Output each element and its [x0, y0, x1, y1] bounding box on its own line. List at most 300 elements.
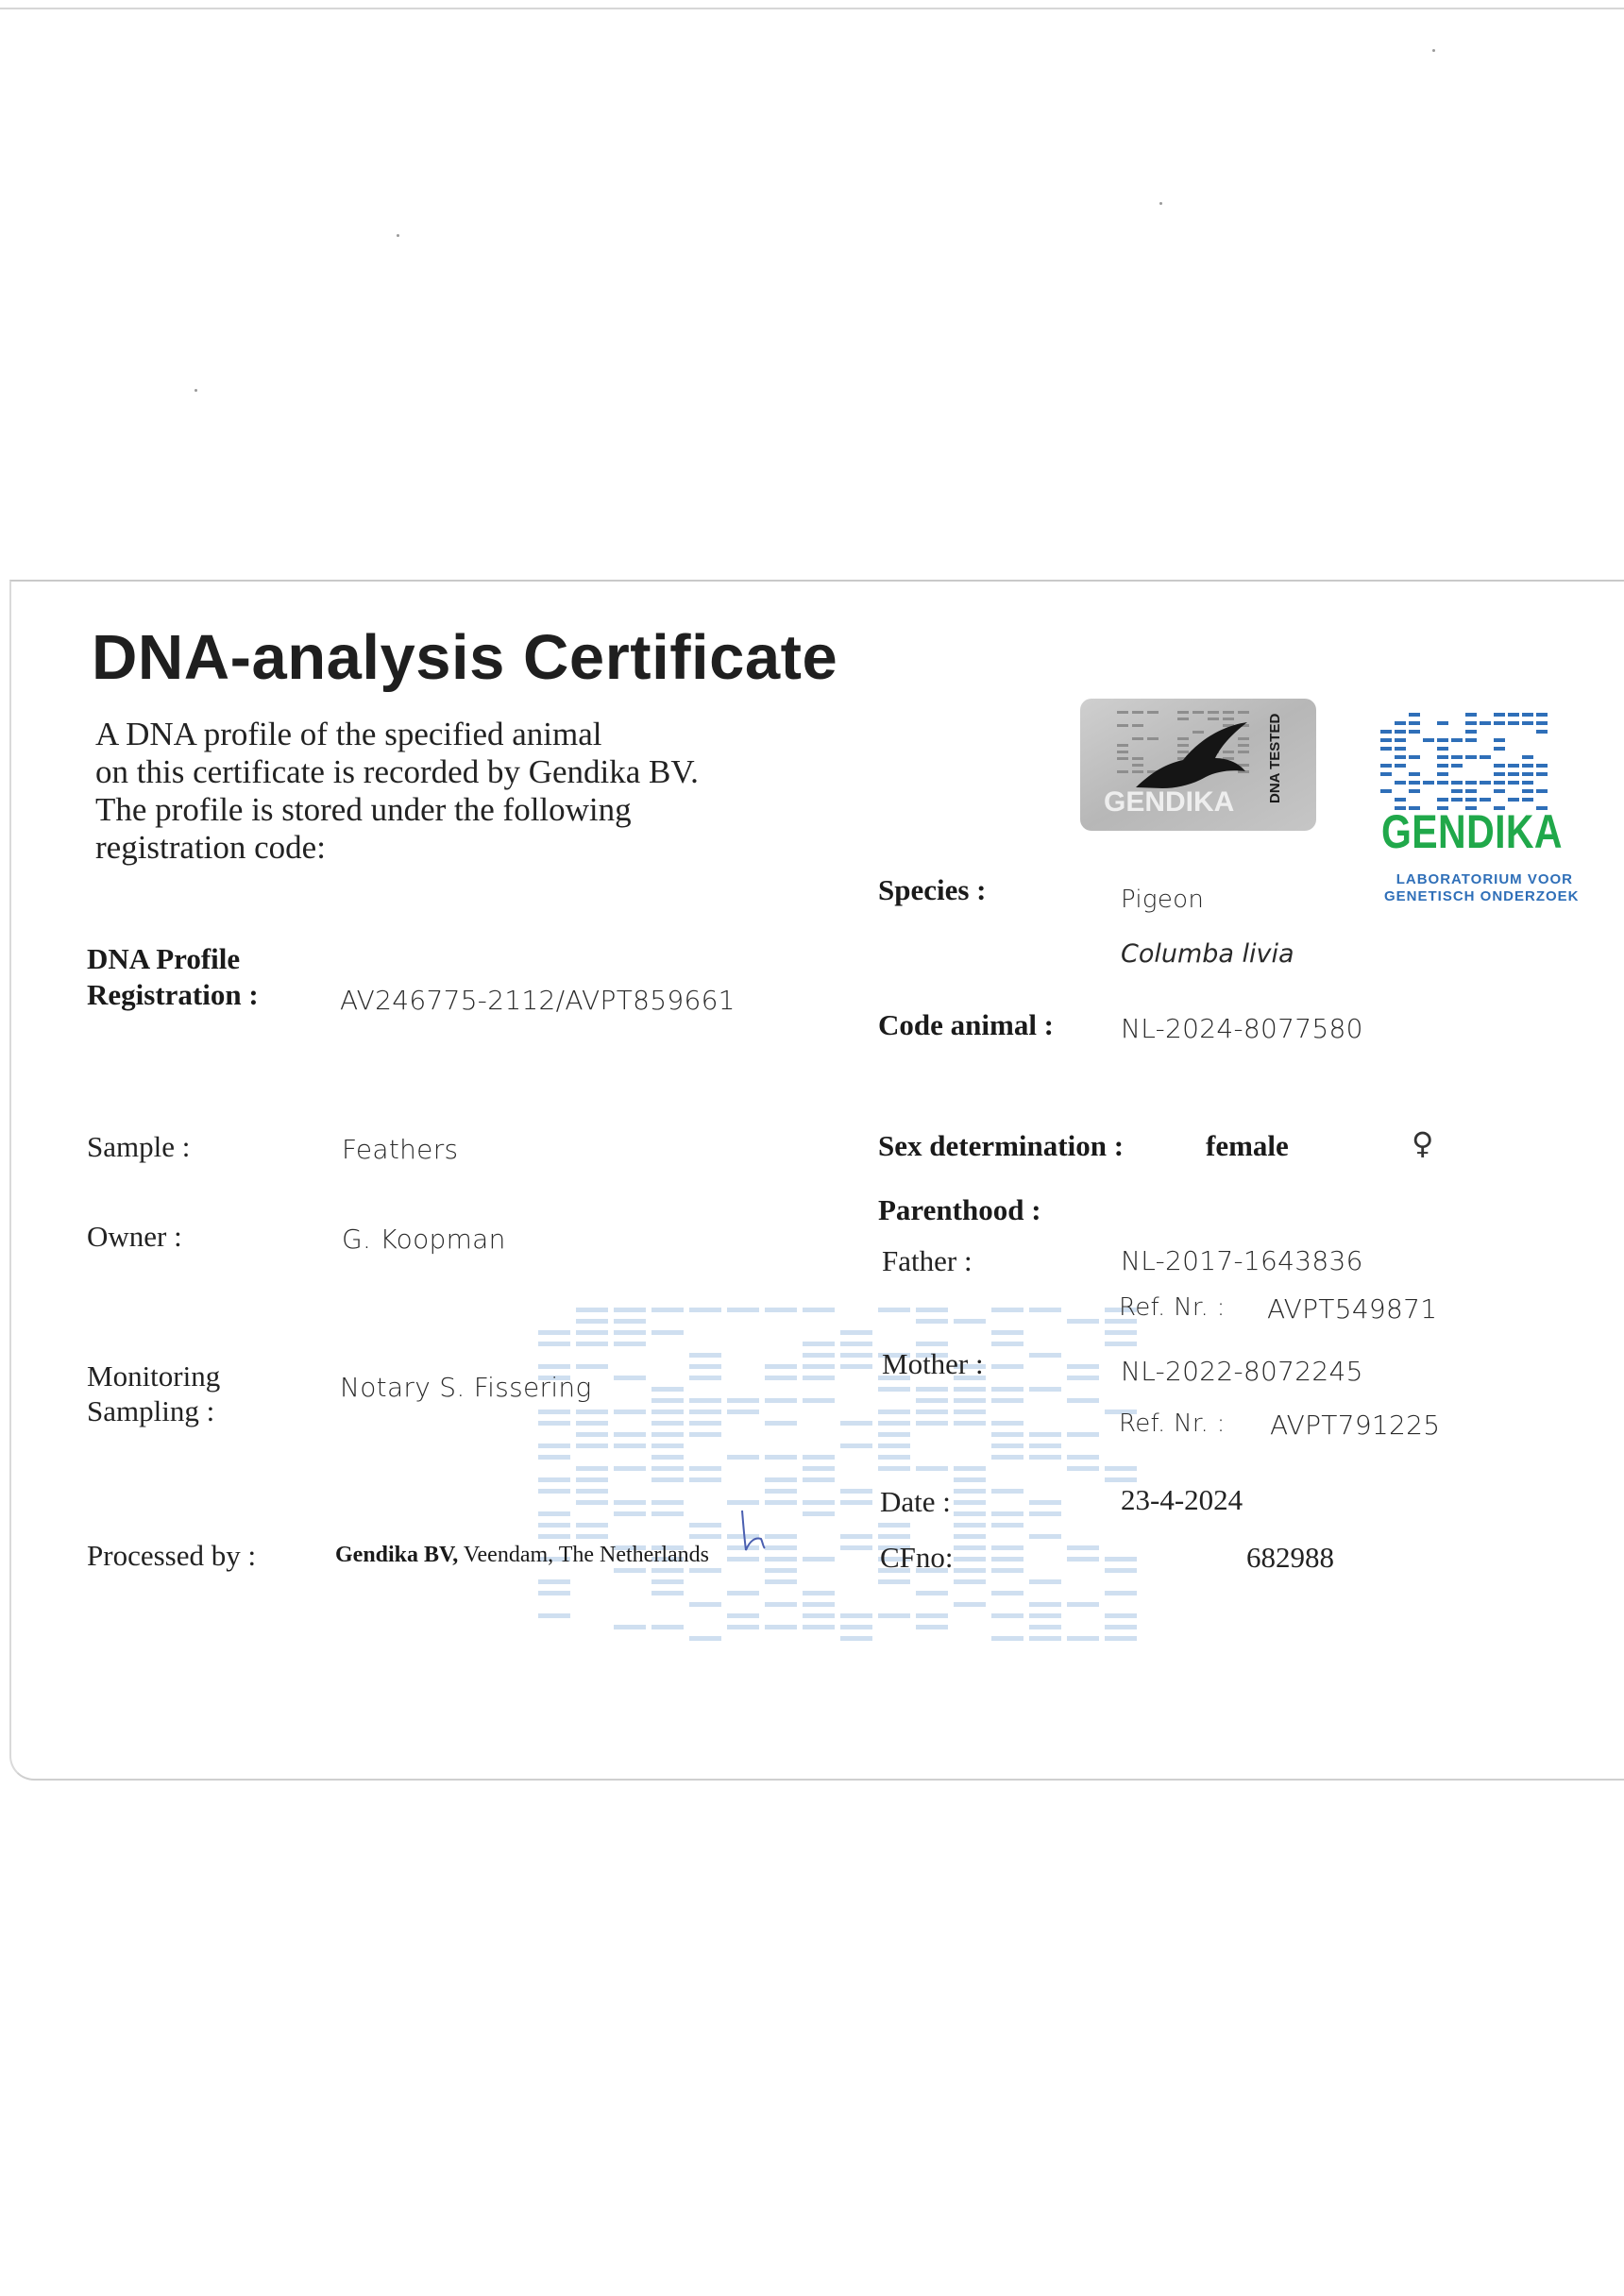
band-mark: [576, 1466, 608, 1471]
band-mark: [1423, 738, 1434, 742]
band-mark: [1238, 744, 1249, 747]
band-mark: [1193, 731, 1204, 734]
band-mark: [991, 1523, 1023, 1528]
band-mark: [1029, 1534, 1061, 1539]
band-mark: [840, 1342, 872, 1346]
band-mark: [840, 1613, 872, 1618]
female-icon: ♀: [1412, 1125, 1434, 1161]
band-mark: [803, 1455, 835, 1460]
processed-label: Processed by :: [87, 1539, 257, 1572]
band-mark: [1105, 1557, 1137, 1562]
band-mark: [576, 1534, 608, 1539]
band-mark: [1117, 711, 1128, 714]
band-mark: [1494, 747, 1505, 751]
band-mark: [727, 1625, 759, 1629]
band-mark: [1029, 1353, 1061, 1358]
band-mark: [1029, 1387, 1061, 1392]
band-mark: [1522, 798, 1533, 802]
code-animal-value: NL-2024-8077580: [1121, 1013, 1363, 1044]
band-mark: [538, 1489, 570, 1494]
band-mark: [954, 1545, 986, 1550]
band-mark: [991, 1613, 1023, 1618]
band-mark: [1437, 798, 1448, 802]
scan-speck: [1432, 49, 1435, 52]
band-mark: [1465, 721, 1477, 725]
band-mark: [803, 1342, 835, 1346]
mother-value: NL-2022-8072245: [1121, 1356, 1363, 1387]
band-mark: [1536, 764, 1548, 768]
band-mark: [1395, 781, 1406, 785]
band-mark: [916, 1613, 948, 1618]
band-mark: [1480, 721, 1491, 725]
badge-brand: GENDIKA: [1104, 786, 1235, 818]
sampling-label: Sampling :: [87, 1394, 215, 1427]
band-mark: [840, 1500, 872, 1505]
logo-subtitle: [1384, 871, 1580, 905]
band-mark: [1451, 781, 1463, 785]
parenthood-label: Parenthood :: [878, 1193, 1041, 1226]
band-mark: [1522, 755, 1533, 759]
band-mark: [1465, 730, 1477, 734]
sex-value: female: [1206, 1129, 1289, 1162]
band-mark: [1067, 1376, 1099, 1380]
band-mark: [1132, 737, 1143, 740]
band-mark: [1480, 798, 1491, 802]
band-mark: [803, 1376, 835, 1380]
band-mark: [614, 1319, 646, 1324]
band-mark: [765, 1500, 797, 1505]
band-mark: [1536, 772, 1548, 776]
band-mark: [1193, 711, 1204, 714]
band-mark: [916, 1625, 948, 1629]
band-mark: [954, 1523, 986, 1528]
band-mark: [765, 1421, 797, 1426]
band-mark: [954, 1421, 986, 1426]
father-ref-value: AVPT549871: [1267, 1293, 1438, 1325]
band-mark: [878, 1421, 910, 1426]
band-mark: [1494, 764, 1505, 768]
band-mark: [878, 1387, 910, 1392]
band-mark: [1067, 1455, 1099, 1460]
band-mark: [1223, 751, 1234, 753]
band-mark: [1437, 781, 1448, 785]
band-mark: [614, 1466, 646, 1471]
band-mark: [576, 1432, 608, 1437]
band-mark: [1105, 1342, 1137, 1346]
father-ref-label: Ref. Nr. :: [1119, 1293, 1226, 1322]
band-mark: [1067, 1398, 1099, 1403]
band-mark: [916, 1421, 948, 1426]
band-mark: [1380, 789, 1392, 793]
band-mark: [954, 1387, 986, 1392]
band-mark: [538, 1591, 570, 1595]
band-mark: [916, 1387, 948, 1392]
band-mark: [1522, 789, 1533, 793]
band-mark: [576, 1489, 608, 1494]
band-mark: [1029, 1636, 1061, 1641]
species-latin: Columba livia: [1121, 939, 1294, 969]
band-mark: [1536, 713, 1548, 717]
band-mark: [1105, 1466, 1137, 1471]
band-mark: [1494, 772, 1505, 776]
band-mark: [576, 1477, 608, 1482]
band-mark: [576, 1308, 608, 1312]
band-mark: [1067, 1432, 1099, 1437]
band-mark: [878, 1613, 910, 1618]
band-mark: [991, 1568, 1023, 1573]
band-mark: [1437, 721, 1448, 725]
band-mark: [689, 1398, 721, 1403]
registration-value: AV246775-2112/AVPT859661: [340, 985, 736, 1016]
band-mark: [614, 1330, 646, 1335]
band-mark: [1380, 764, 1392, 768]
band-mark: [991, 1636, 1023, 1641]
band-mark: [1437, 747, 1448, 751]
band-mark: [1147, 737, 1159, 740]
band-mark: [1029, 1500, 1061, 1505]
band-mark: [954, 1319, 986, 1324]
band-mark: [651, 1568, 684, 1573]
band-mark: [614, 1443, 646, 1448]
logo-name: GENDIKA: [1381, 805, 1563, 858]
band-mark: [538, 1364, 570, 1369]
band-mark: [689, 1421, 721, 1426]
band-mark: [916, 1342, 948, 1346]
father-label: Father :: [882, 1244, 973, 1277]
band-mark: [878, 1534, 910, 1539]
band-mark: [765, 1308, 797, 1312]
band-mark: [878, 1523, 910, 1528]
band-mark: [576, 1364, 608, 1369]
band-mark: [1067, 1545, 1099, 1550]
band-mark: [1380, 772, 1392, 776]
band-mark: [840, 1353, 872, 1358]
dna-profile-label: DNA Profile: [87, 942, 241, 975]
band-mark: [1409, 730, 1420, 734]
sample-value: Feathers: [342, 1134, 459, 1165]
band-mark: [651, 1466, 684, 1471]
band-mark: [727, 1398, 759, 1403]
band-mark: [651, 1330, 684, 1335]
band-mark: [765, 1489, 797, 1494]
band-mark: [614, 1500, 646, 1505]
band-mark: [803, 1398, 835, 1403]
band-mark: [1508, 781, 1519, 785]
band-mark: [840, 1443, 872, 1448]
band-mark: [1105, 1613, 1137, 1618]
band-mark: [1117, 757, 1128, 760]
certificate-intro: [95, 716, 756, 867]
band-mark: [1536, 721, 1548, 725]
band-mark: [689, 1353, 721, 1358]
band-mark: [727, 1410, 759, 1414]
band-mark: [878, 1432, 910, 1437]
band-mark: [1029, 1579, 1061, 1584]
certificate-title: DNA-analysis Certificate: [92, 622, 838, 693]
band-mark: [803, 1591, 835, 1595]
band-mark: [1067, 1364, 1099, 1369]
band-mark: [614, 1308, 646, 1312]
band-mark: [765, 1545, 797, 1550]
band-mark: [538, 1579, 570, 1584]
band-mark: [1117, 751, 1128, 753]
registration-label: Registration :: [87, 978, 259, 1011]
band-mark: [1177, 711, 1189, 714]
band-mark: [614, 1625, 646, 1629]
band-mark: [1132, 770, 1143, 773]
band-mark: [727, 1591, 759, 1595]
band-mark: [954, 1557, 986, 1562]
cfno-label: CFno:: [880, 1541, 954, 1574]
band-mark: [803, 1625, 835, 1629]
band-mark: [1395, 764, 1406, 768]
band-mark: [991, 1308, 1023, 1312]
scan-speck: [195, 389, 197, 392]
band-mark: [765, 1364, 797, 1369]
band-mark: [1117, 744, 1128, 747]
band-mark: [576, 1342, 608, 1346]
badge-tag: DNA TESTED: [1267, 713, 1283, 803]
band-mark: [689, 1364, 721, 1369]
band-mark: [1437, 738, 1448, 742]
band-mark: [727, 1557, 759, 1562]
band-mark: [1480, 781, 1491, 785]
band-mark: [991, 1545, 1023, 1550]
band-mark: [651, 1625, 684, 1629]
band-mark: [954, 1534, 986, 1539]
band-mark: [1105, 1568, 1137, 1573]
band-mark: [1465, 789, 1477, 793]
band-mark: [803, 1466, 835, 1471]
band-mark: [1409, 721, 1420, 725]
band-mark: [803, 1477, 835, 1482]
band-mark: [1238, 711, 1249, 714]
logo-subtitle-line: LABORATORIUM VOOR: [1396, 871, 1573, 887]
band-mark: [1423, 781, 1434, 785]
band-mark: [878, 1579, 910, 1584]
band-mark: [538, 1410, 570, 1414]
band-mark: [765, 1534, 797, 1539]
band-mark: [878, 1410, 910, 1414]
band-mark: [1409, 755, 1420, 759]
band-mark: [1508, 798, 1519, 802]
band-mark: [1536, 730, 1548, 734]
band-mark: [1029, 1511, 1061, 1516]
band-mark: [840, 1330, 872, 1335]
owner-value: G. Koopman: [342, 1224, 506, 1255]
band-mark: [1522, 781, 1533, 785]
band-mark: [954, 1602, 986, 1607]
sex-determination-label: Sex determination :: [878, 1129, 1125, 1162]
band-mark: [1223, 718, 1234, 720]
processed-value: [335, 1543, 709, 1568]
band-mark: [1177, 737, 1189, 740]
band-mark: [916, 1319, 948, 1324]
father-value: NL-2017-1643836: [1121, 1245, 1363, 1276]
mother-ref-label: Ref. Nr. :: [1119, 1410, 1226, 1438]
band-mark: [916, 1308, 948, 1312]
band-mark: [991, 1511, 1023, 1516]
band-mark: [1395, 747, 1406, 751]
band-mark: [1465, 798, 1477, 802]
band-mark: [991, 1330, 1023, 1335]
band-mark: [803, 1308, 835, 1312]
band-mark: [651, 1387, 684, 1392]
band-mark: [840, 1364, 872, 1369]
band-mark: [803, 1511, 835, 1516]
owner-label: Owner :: [87, 1220, 182, 1253]
intro-line: A DNA profile of the specified animal: [95, 716, 602, 752]
band-mark: [538, 1330, 570, 1335]
band-mark: [689, 1523, 721, 1528]
band-mark: [1238, 751, 1249, 753]
date-value: 23-4-2024: [1121, 1483, 1243, 1516]
band-mark: [651, 1455, 684, 1460]
band-mark: [1105, 1591, 1137, 1595]
band-mark: [1437, 764, 1448, 768]
band-mark: [1105, 1625, 1137, 1629]
band-mark: [765, 1376, 797, 1380]
band-mark: [689, 1568, 721, 1573]
scan-speck: [397, 234, 399, 237]
mother-label: Mother :: [882, 1347, 984, 1380]
logo-subtitle-line: GENETISCH ONDERZOEK: [1384, 888, 1580, 904]
band-mark: [954, 1489, 986, 1494]
band-mark: [954, 1568, 986, 1573]
band-mark: [991, 1591, 1023, 1595]
band-mark: [765, 1579, 797, 1584]
band-mark: [1508, 721, 1519, 725]
band-mark: [1223, 711, 1234, 714]
band-mark: [689, 1432, 721, 1437]
band-mark: [1451, 755, 1463, 759]
band-mark: [878, 1455, 910, 1460]
band-mark: [651, 1398, 684, 1403]
band-mark: [651, 1477, 684, 1482]
band-mark: [991, 1364, 1023, 1369]
band-mark: [991, 1443, 1023, 1448]
band-mark: [991, 1342, 1023, 1346]
band-mark: [1067, 1602, 1099, 1607]
band-mark: [1437, 772, 1448, 776]
band-mark: [1395, 798, 1406, 802]
band-mark: [1451, 764, 1463, 768]
band-mark: [1494, 789, 1505, 793]
band-mark: [727, 1613, 759, 1618]
processed-company: Gendika BV,: [335, 1543, 459, 1567]
band-mark: [840, 1636, 872, 1641]
band-mark: [840, 1421, 872, 1426]
band-mark: [614, 1511, 646, 1516]
band-mark: [1029, 1602, 1061, 1607]
band-mark: [916, 1398, 948, 1403]
band-mark: [614, 1432, 646, 1437]
band-mark: [1508, 713, 1519, 717]
band-mark: [614, 1376, 646, 1380]
scan-speck: [1159, 202, 1162, 205]
band-mark: [538, 1511, 570, 1516]
band-mark: [840, 1534, 872, 1539]
band-mark: [803, 1364, 835, 1369]
band-mark: [576, 1523, 608, 1528]
band-mark: [1132, 764, 1143, 767]
band-mark: [1105, 1330, 1137, 1335]
band-mark: [1029, 1443, 1061, 1448]
band-mark: [1409, 713, 1420, 717]
band-mark: [1480, 755, 1491, 759]
band-mark: [1029, 1308, 1061, 1312]
band-mark: [538, 1421, 570, 1426]
band-mark: [991, 1489, 1023, 1494]
dna-tested-badge: [1079, 698, 1317, 832]
band-mark: [1132, 711, 1143, 714]
intro-line: on this certificate is recorded by Gendika BV.: [95, 753, 699, 790]
band-mark: [1177, 718, 1189, 720]
band-mark: [1395, 721, 1406, 725]
processed-location: Veendam, The Netherlands: [458, 1543, 709, 1567]
date-label: Date :: [880, 1485, 951, 1518]
band-mark: [991, 1398, 1023, 1403]
band-mark: [1395, 738, 1406, 742]
band-mark: [878, 1308, 910, 1312]
band-mark: [689, 1477, 721, 1482]
band-mark: [954, 1410, 986, 1414]
band-mark: [614, 1342, 646, 1346]
band-mark: [727, 1308, 759, 1312]
band-mark: [1117, 770, 1128, 773]
band-mark: [1105, 1636, 1137, 1641]
band-mark: [1132, 724, 1143, 727]
band-mark: [803, 1557, 835, 1562]
band-mark: [1380, 747, 1392, 751]
band-mark: [614, 1410, 646, 1414]
band-mark: [916, 1466, 948, 1471]
band-mark: [1208, 718, 1219, 720]
band-mark: [1380, 730, 1392, 734]
band-mark: [765, 1568, 797, 1573]
band-mark: [538, 1534, 570, 1539]
band-mark: [954, 1500, 986, 1505]
band-mark: [651, 1579, 684, 1584]
top-edge-line: [0, 8, 1624, 9]
band-mark: [538, 1477, 570, 1482]
band-mark: [765, 1557, 797, 1562]
band-mark: [765, 1398, 797, 1403]
band-mark: [689, 1376, 721, 1380]
band-mark: [991, 1387, 1023, 1392]
band-mark: [651, 1443, 684, 1448]
band-mark: [651, 1421, 684, 1426]
intro-line: registration code:: [95, 829, 326, 866]
band-mark: [689, 1636, 721, 1641]
band-mark: [878, 1443, 910, 1448]
band-mark: [651, 1308, 684, 1312]
band-mark: [991, 1455, 1023, 1460]
band-mark: [651, 1410, 684, 1414]
band-mark: [1067, 1636, 1099, 1641]
band-mark: [651, 1591, 684, 1595]
band-mark: [689, 1308, 721, 1312]
band-mark: [1494, 721, 1505, 725]
band-mark: [1029, 1455, 1061, 1460]
species-common: Pigeon: [1121, 886, 1205, 914]
band-mark: [1029, 1625, 1061, 1629]
gendika-watermark: [538, 1308, 1142, 1666]
band-mark: [803, 1500, 835, 1505]
band-mark: [954, 1579, 986, 1584]
mother-ref-value: AVPT791225: [1270, 1410, 1441, 1441]
band-mark: [651, 1511, 684, 1516]
